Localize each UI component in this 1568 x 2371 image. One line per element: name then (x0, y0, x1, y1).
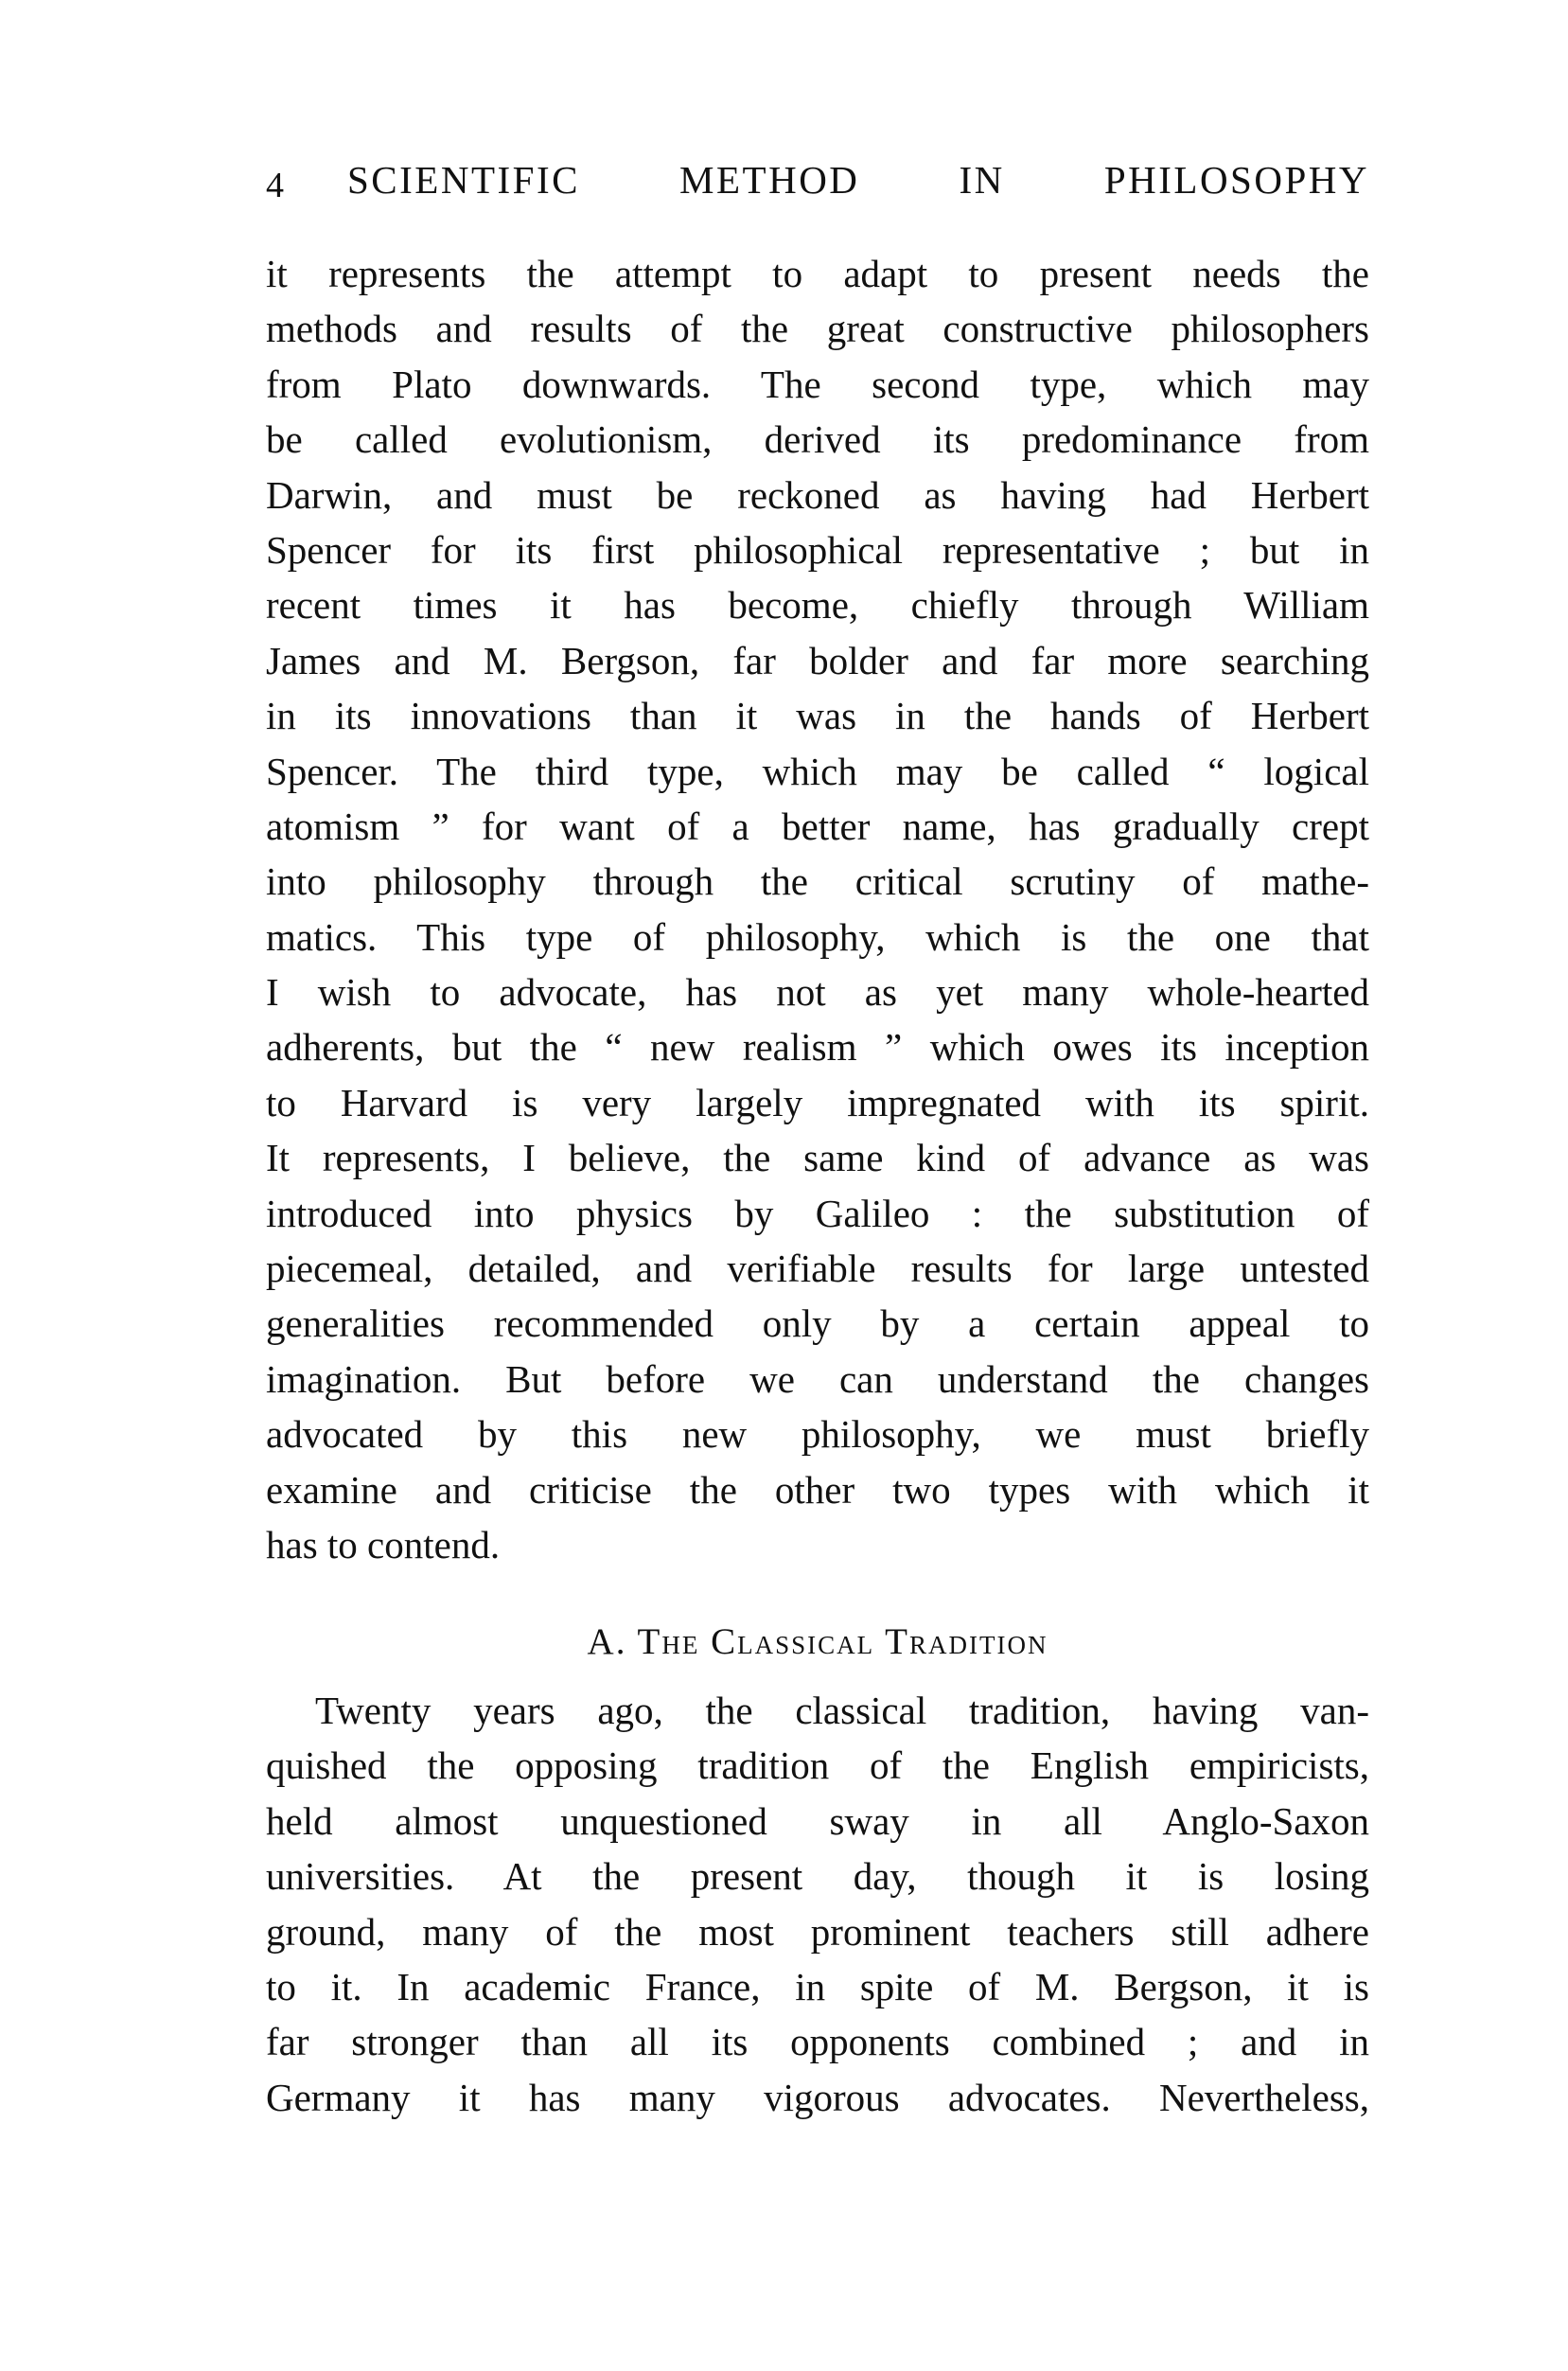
text-line: universities. At the present day, though it is losing (266, 1854, 1369, 1899)
text-line: Spencer. The third type, which may be called “ logical (266, 749, 1369, 793)
text-line: adherents, but the “ new realism ” which owes its inception (266, 1025, 1369, 1070)
text-line: imagination. But before we can understand the changes (266, 1356, 1369, 1401)
text-line: far stronger than all its opponents combined ; and in (266, 2020, 1369, 2064)
text-line: has to contend. (266, 1522, 501, 1566)
text-line: it represents the attempt to adapt to present needs the (266, 252, 1369, 295)
text-line: ground, many of the most prominent teachers still adhere (266, 1909, 1369, 1954)
text-line: from Plato downwards. The second type, which may (266, 362, 1369, 406)
text-line: quished the opposing tradition of the English empiricists, (266, 1743, 1369, 1788)
text-line: Germany it has many vigorous advocates. Nevertheless, (266, 2075, 1369, 2119)
text-line: in its innovations than it was in the hands of Herbert (266, 694, 1369, 738)
text-line: piecemeal, detailed, and verifiable results for large untested (266, 1247, 1369, 1291)
text-line: advocated by this new philosophy, we must briefly (266, 1412, 1369, 1457)
text-line: generalities recommended only by a certain appeal to (266, 1301, 1369, 1346)
text-line: atomism ” for want of a better name, has gradually crept (266, 804, 1369, 848)
paragraph-1 (266, 246, 1369, 1572)
text-line: I wish to advocate, has not as yet many whole-hearted (266, 970, 1369, 1015)
text-line: methods and results of the great constructive philosophers (266, 307, 1369, 351)
section-heading: A. The Classical Tradition (587, 1621, 1048, 1662)
text-line: introduced into physics by Galileo : the substitution of (266, 1191, 1369, 1235)
text-line: James and M. Bergson, far bolder and far more searching (266, 638, 1369, 682)
text-line: be called evolutionism, derived its predominance from (266, 417, 1369, 462)
text-line: to Harvard is very largely impregnated with its spirit. (266, 1080, 1369, 1124)
text-line: into philosophy through the critical scrutiny of mathe- (266, 859, 1369, 904)
text-line: held almost unquestioned sway in all Anglo-Saxon (266, 1798, 1369, 1843)
text-line: Twenty years ago, the classical tradition, having van- (315, 1689, 1369, 1732)
running-head (266, 151, 1369, 208)
text-line: examine and criticise the other two types with which it (266, 1467, 1369, 1512)
text-line: to it. In academic France, in spite of M. Bergson, it is (266, 1964, 1369, 2008)
text-line: It represents, I believe, the same kind of advance as was (266, 1136, 1369, 1180)
page-number: 4 (266, 166, 284, 205)
text-line: Darwin, and must be reckoned as having had Herbert (266, 472, 1369, 517)
text-line: recent times it has become, chiefly through William (266, 583, 1369, 628)
running-head-title: SCIENTIFIC METHOD IN PHILOSOPHY (347, 158, 1369, 202)
paragraph-2 (266, 1683, 1369, 2125)
text-line: matics. This type of philosophy, which is the one that (266, 914, 1369, 959)
text-line: Spencer for its first philosophical representative ; but in (266, 527, 1369, 572)
